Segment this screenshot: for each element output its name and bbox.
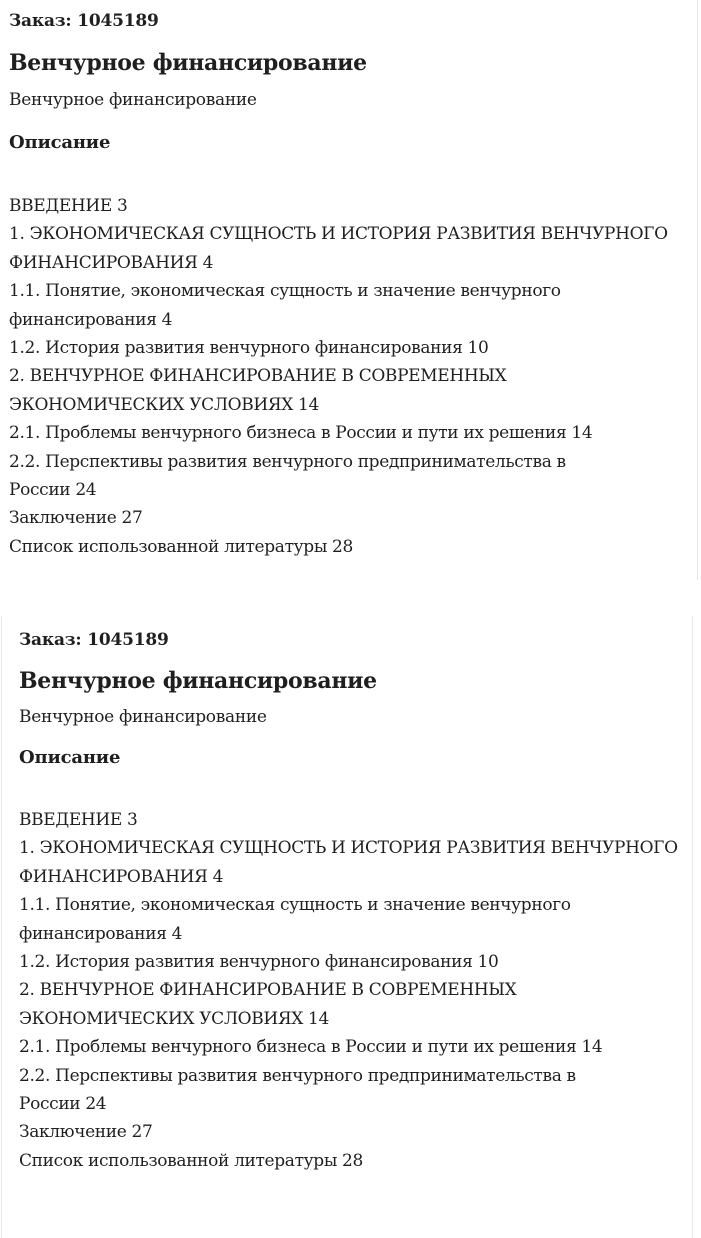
order-number: Заказ: 1045189 [9, 11, 159, 31]
description-heading: Описание [19, 747, 121, 768]
toc-line: ЭКОНОМИЧЕСКИХ УСЛОВИЯХ 14 [19, 1008, 329, 1029]
toc-line: ВВЕДЕНИЕ 3 [9, 196, 128, 216]
toc-line: ЭКОНОМИЧЕСКИХ УСЛОВИЯХ 14 [9, 394, 319, 415]
description-heading: Описание [9, 132, 111, 153]
toc-line: Список использованной литературы 28 [9, 536, 353, 557]
toc-line: финансирования 4 [19, 923, 183, 944]
toc-line: 2.1. Проблемы венчурного бизнеса в России и пути их решения 14 [19, 1037, 603, 1058]
toc-line: Заключение 27 [9, 508, 143, 529]
toc-line: России 24 [19, 1094, 107, 1115]
toc-line: ВВЕДЕНИЕ 3 [19, 810, 138, 830]
toc-line: 2.1. Проблемы венчурного бизнеса в России и пути их решения 14 [9, 423, 593, 444]
order-card-bottom [1, 616, 693, 1238]
toc-line: Список использованной литературы 28 [19, 1150, 363, 1171]
toc-line: 2. ВЕНЧУРНОЕ ФИНАНСИРОВАНИЕ В СОВРЕМЕННЫХ [19, 980, 517, 1001]
document-title: Венчурное финансирование [19, 668, 377, 694]
toc-line: 1. ЭКОНОМИЧЕСКАЯ СУЩНОСТЬ И ИСТОРИЯ РАЗВИТИЯ ВЕНЧУРНОГО [19, 838, 678, 859]
order-number: Заказ: 1045189 [19, 630, 169, 650]
toc-line: ФИНАНСИРОВАНИЯ 4 [9, 252, 214, 273]
toc-line: России 24 [9, 480, 97, 501]
toc-line: 2.2. Перспективы развития венчурного предпринимательства в [9, 451, 566, 472]
toc-line: 1.1. Понятие, экономическая сущность и значение венчурного [9, 281, 561, 302]
toc-line: 2.2. Перспективы развития венчурного предпринимательства в [19, 1065, 576, 1086]
toc-line: финансирования 4 [9, 309, 173, 330]
toc-line: 1.2. История развития венчурного финансирования 10 [9, 338, 489, 359]
toc-line: 2. ВЕНЧУРНОЕ ФИНАНСИРОВАНИЕ В СОВРЕМЕННЫХ [9, 366, 507, 387]
document-title: Венчурное финансирование [9, 50, 367, 76]
toc-line: 1.1. Понятие, экономическая сущность и значение венчурного [19, 895, 571, 916]
toc-line: ФИНАНСИРОВАНИЯ 4 [19, 866, 224, 887]
table-of-contents [19, 806, 684, 1175]
document-subtitle: Венчурное финансирование [19, 707, 267, 727]
table-of-contents [9, 192, 694, 561]
toc-line: 1. ЭКОНОМИЧЕСКАЯ СУЩНОСТЬ И ИСТОРИЯ РАЗВИТИЯ ВЕНЧУРНОГО [9, 224, 668, 245]
toc-line: Заключение 27 [19, 1122, 153, 1143]
order-card-top [0, 0, 698, 580]
toc-line: 1.2. История развития венчурного финансирования 10 [19, 952, 499, 973]
document-subtitle: Венчурное финансирование [9, 90, 257, 110]
